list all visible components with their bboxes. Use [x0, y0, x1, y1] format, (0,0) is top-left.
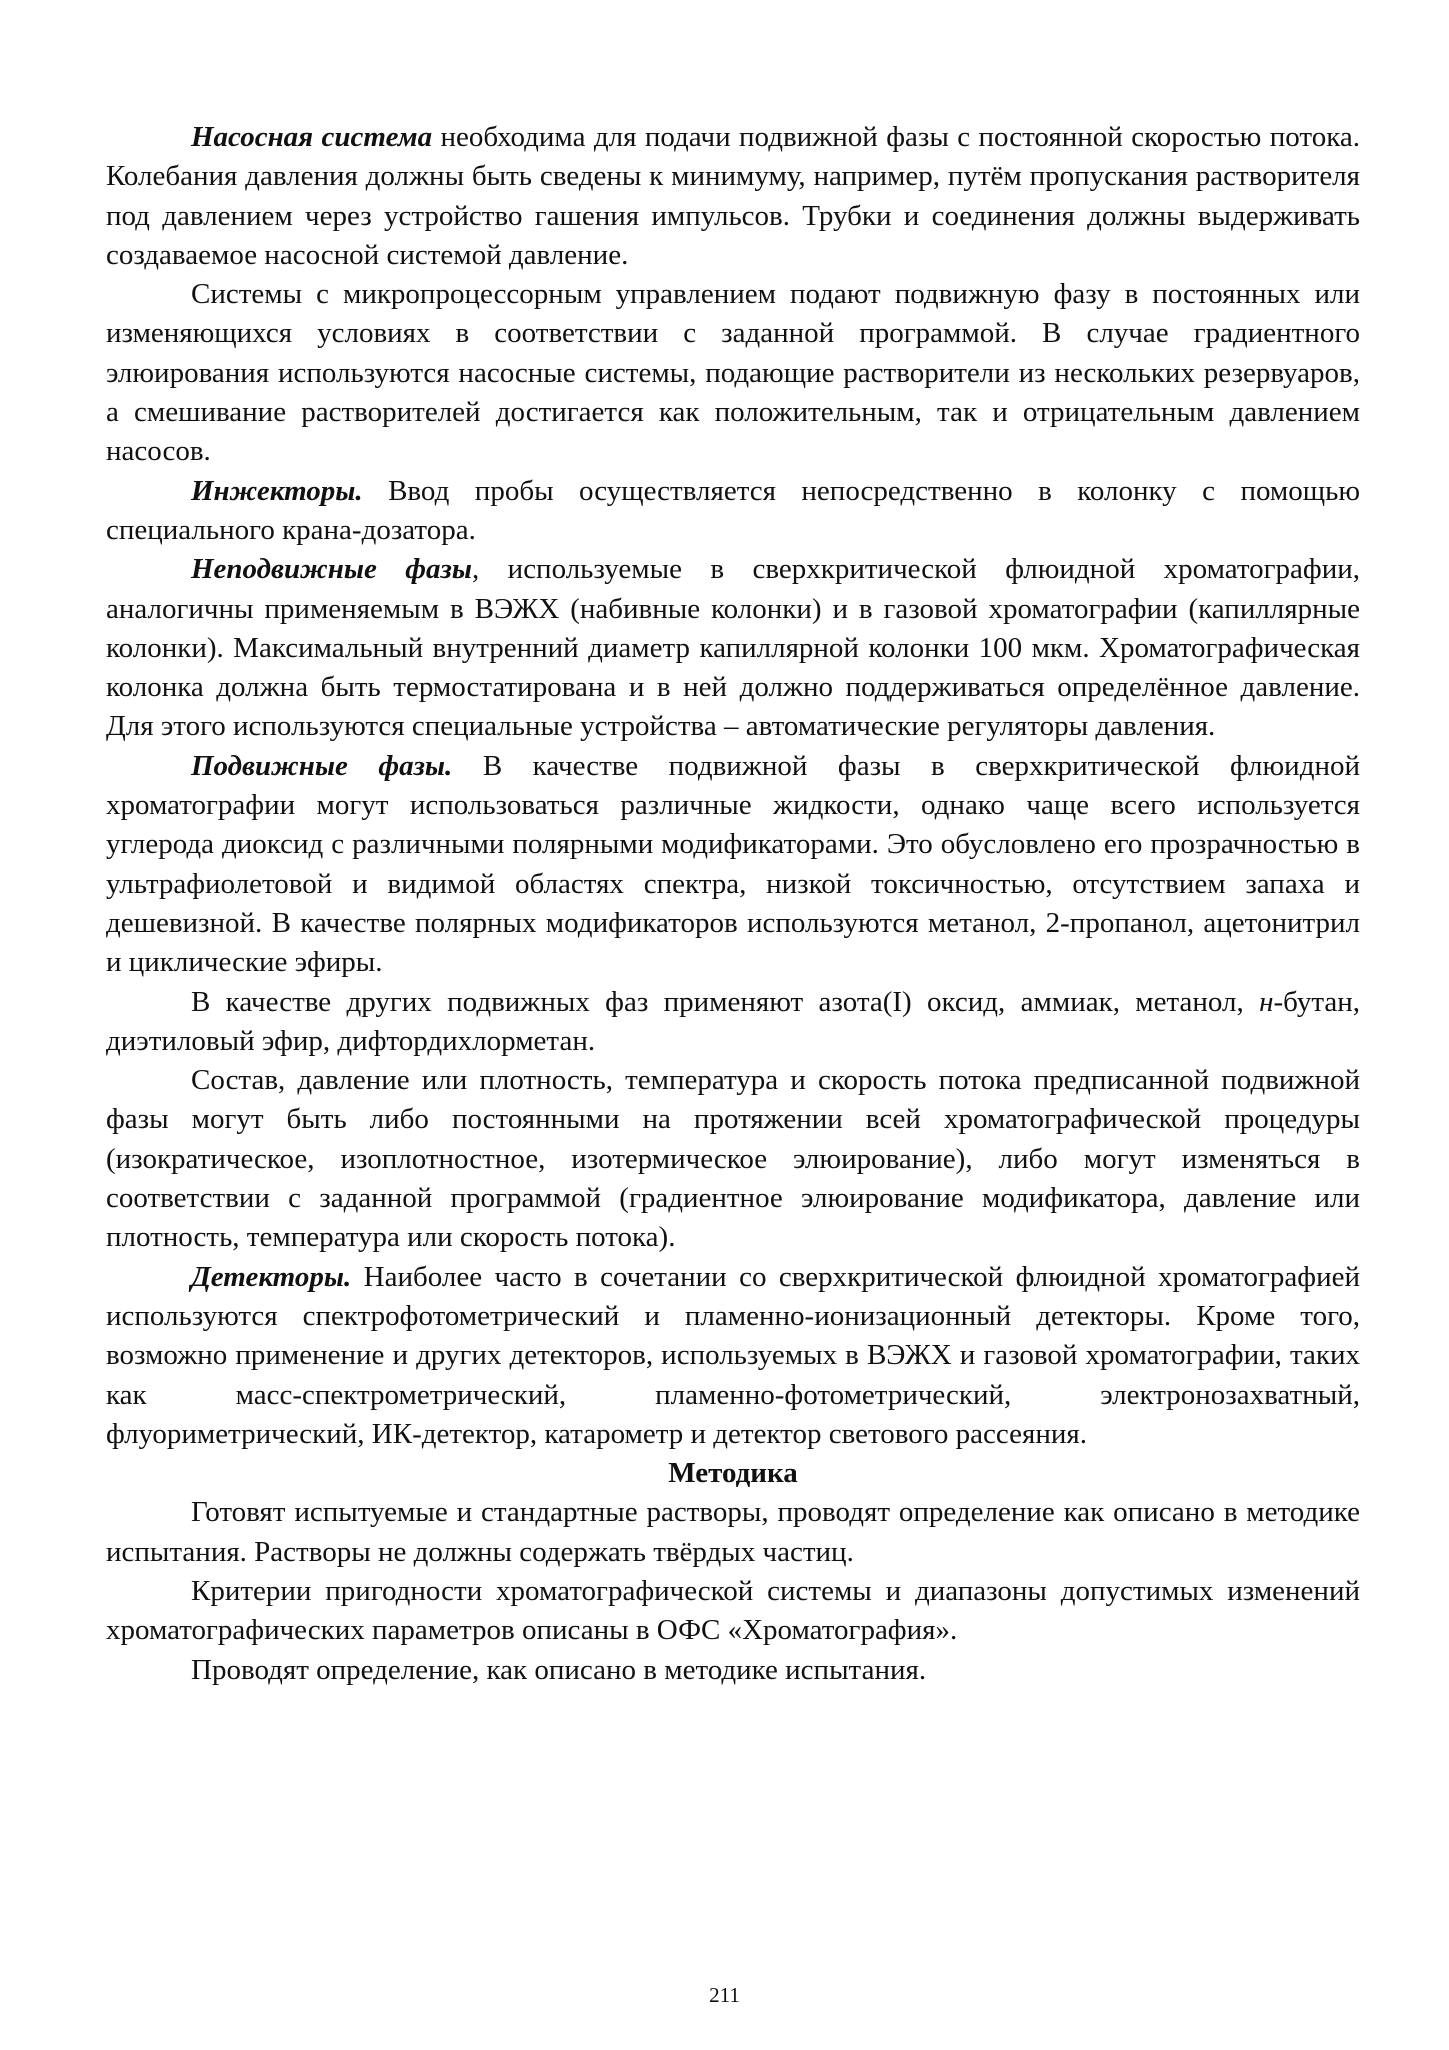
- paragraph-text: необходима для подачи подвижной фазы с постоянной скоростью потока. Колебания давления должны быть сведены к минимуму, например, путём пропускания растворителя под давлением через устройство гашения импульсов. Трубки и соединения должны выдерживать создаваемое насосной системой давление.: [106, 121, 1360, 271]
- paragraph-pump-system: [106, 118, 1360, 275]
- method-paragraph: Критерии пригодности хроматографической системы и диапазоны допустимых изменений хроматографических параметров описаны в ОФС «Хроматография».: [106, 1574, 1360, 1647]
- page-body: [106, 118, 1360, 1690]
- paragraph-microprocessor-systems: [106, 275, 1360, 471]
- term-mobile-phases: Подвижные фазы.: [191, 749, 453, 782]
- paragraph-text: Состав, давление или плотность, температура и скорость потока предписанной подвижной фазы могут быть либо постоянными на протяжении всей хроматографической процедуры (изократическое, изоплотностное, изотермическое элюирование), либо могут изменяться в соответствии с заданной программой (градиентное элюирование модификатора, давление или плотность, температура или скорость потока).: [106, 1064, 1360, 1254]
- paragraph-composition: [106, 1061, 1360, 1257]
- paragraph-text: Системы с микропроцессорным управлением подают подвижную фазу в постоянных или изменяющихся условиях в соответствии с заданной программой. В случае градиентного элюирования используются насосные системы, подающие растворители из нескольких резервуаров, а смешивание растворителей достигается как положительным, так и отрицательным давлением насосов.: [106, 278, 1360, 468]
- page-number: 211: [709, 1983, 740, 2007]
- paragraph-mobile-phases: [106, 747, 1360, 983]
- method-paragraph: Готовят испытуемые и стандартные растворы, проводят определение как описано в методике испытания. Растворы не должны содержать твёрдых частиц.: [106, 1496, 1360, 1568]
- term-stationary-phases: Неподвижные фазы: [191, 553, 472, 586]
- method-paragraph: Проводят определение, как описано в методике испытания.: [191, 1653, 927, 1686]
- term-pump-system: Насосная система: [191, 121, 433, 153]
- italic-prefix-n: н: [1259, 985, 1274, 1018]
- paragraph-text: -бутан, диэтиловый эфир, дифтордихлорметан.: [106, 985, 1360, 1057]
- paragraph-text: Наиболее часто в сочетании со сверхкритической флюидной хроматографией используются спектрофотометрический и пламенно-ионизационный детекторы. Кроме того, возможно применение и других детекторов, используемых в ВЭЖХ и газовой хроматографии, таких как масс-спектрометрический, пламенно-фотометрический, электронозахватный, флуориметрический, ИК-детектор, катарометр и детектор светового рассеяния.: [106, 1260, 1360, 1450]
- term-injectors: Инжекторы.: [191, 474, 363, 507]
- section-heading-method: Методика: [668, 1457, 798, 1490]
- term-detectors: Детекторы.: [191, 1260, 352, 1293]
- paragraph-injectors: [106, 472, 1360, 551]
- paragraph-stationary-phases: [106, 550, 1360, 746]
- paragraph-text: В качестве подвижной фазы в сверхкритической флюидной хроматографии могут использоваться различные жидкости, однако чаще всего используется углерода диоксид с различными полярными модификаторами. Это обусловлено его прозрачностью в ультрафиолетовой и видимой областях спектра, низкой токсичностью, отсутствием запаха и дешевизной. В качестве полярных модификаторов используются метанол, 2-пропанол, ацетонитрил и циклические эфиры.: [106, 749, 1360, 979]
- paragraph-text: Ввод пробы осуществляется непосредственно в колонку с помощью специального крана-дозатора.: [106, 474, 1360, 546]
- paragraph-other-mobile-phases: [106, 983, 1360, 1062]
- paragraph-detectors: [106, 1258, 1360, 1454]
- paragraph-text: , используемые в сверхкритической флюидной хроматографии, аналогичны применяемым в ВЭЖХ (набивные колонки) и в газовой хроматографии (капиллярные колонки). Максимальный внутренний диаметр капиллярной колонки 100 мкм. Хроматографическая колонка должна быть термостатирована и в ней должно поддерживаться определённое давление. Для этого используются специальные устройства – автоматические регуляторы давления.: [106, 553, 1361, 743]
- paragraph-text: В качестве других подвижных фаз применяют азота(I) оксид, аммиак, метанол,: [191, 985, 1260, 1018]
